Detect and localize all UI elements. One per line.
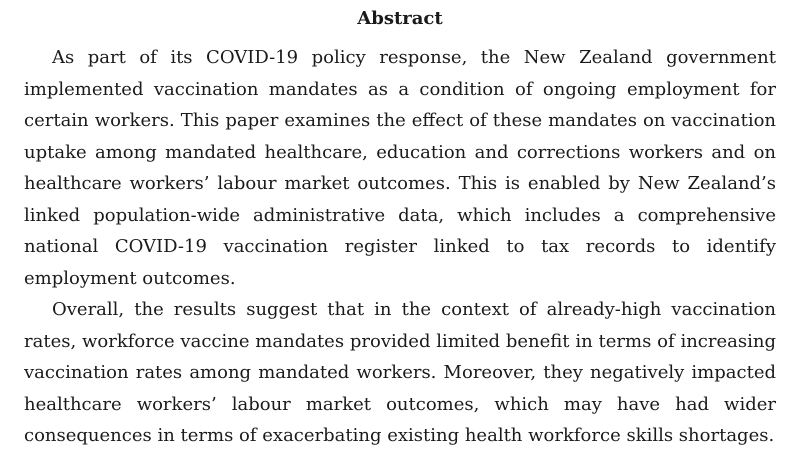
abstract-paragraph-1: As part of its COVID-19 policy response, the New Zealand government implemented vaccination mandates as a condition of ongoing employment for certain workers. This paper examines the effect of these mandates on vaccination uptake among mandated healthcare, education and corrections workers and on healthcare workers’ labour market outcomes. This is enabled by New Zealand’s linked population-wide administrative data, which includes a comprehensive national COVID-19 vaccination register linked to tax records to identify employment outcomes.	[24, 47, 776, 289]
abstract-paragraph-2: Overall, the results suggest that in the context of already-high vaccination rates, workforce vaccine mandates provided limited benefit in terms of increasing vaccination rates among mandated workers. Moreover, they negatively impacted healthcare workers’ labour market outcomes, which may have had wider consequences in terms of exacerbating existing health workforce skills shortages.	[24, 299, 776, 446]
abstract-heading: Abstract	[357, 8, 443, 29]
abstract-section	[24, 0, 776, 452]
